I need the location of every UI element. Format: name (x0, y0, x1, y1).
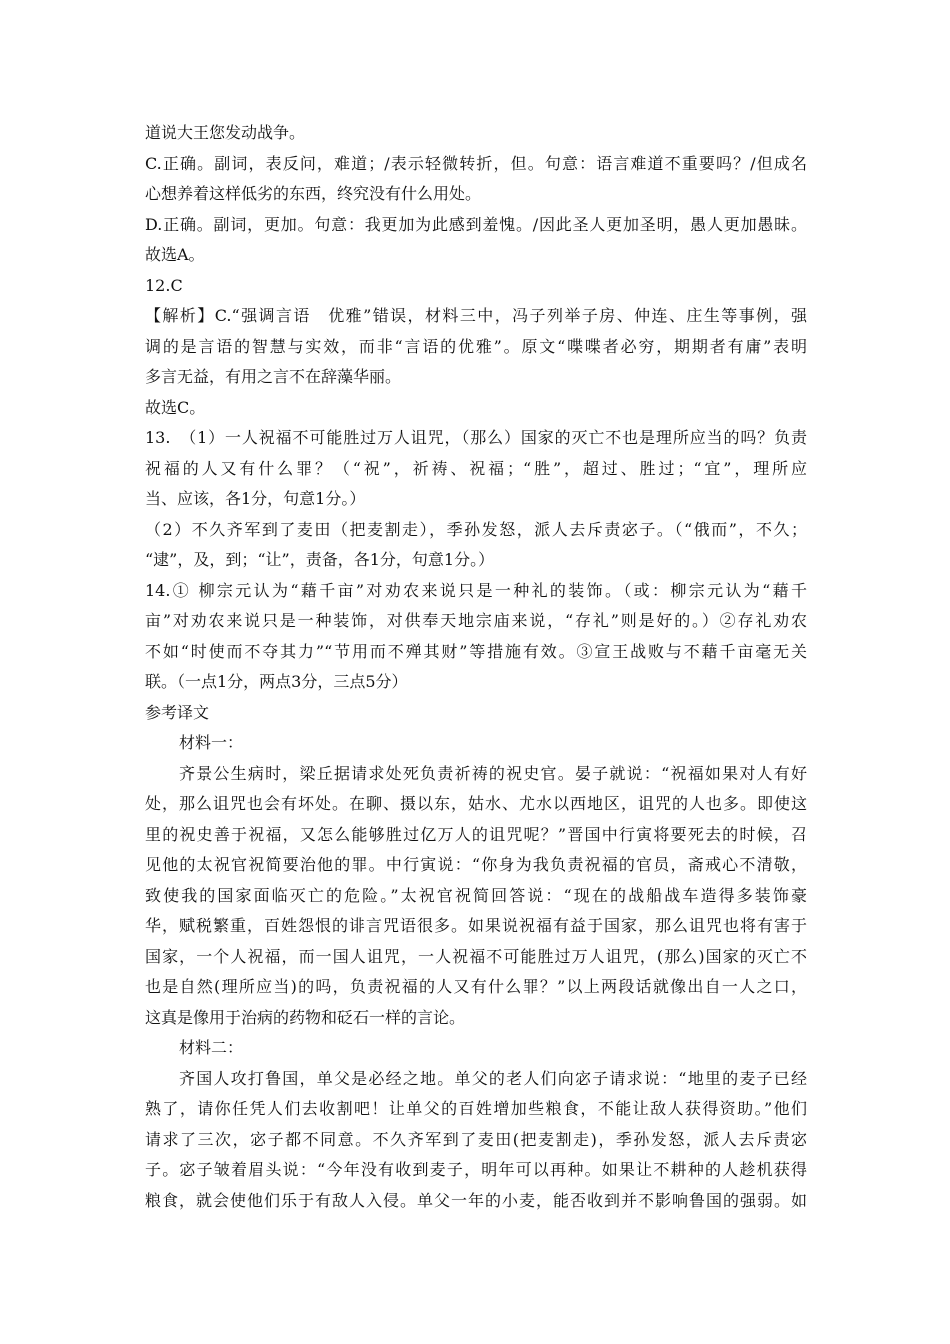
text-line: 故选C。 (145, 397, 206, 417)
text-line: D.正确。副词，更加。句意：我更加为此感到羞愧。/因此圣人更加圣明，愚人更加愚昧。 (145, 214, 807, 234)
text-line: 处，那么诅咒也会有坏处。在聊、摄以东，姑水、尤水以西地区，诅咒的人也多。即使这 (145, 794, 807, 813)
text-line: 这真是像用于治病的药物和砭石一样的言论。 (145, 1007, 466, 1027)
text-line: 13. （1）一人祝福不可能胜过万人诅咒，（那么）国家的灭亡不也是理所应当的吗？负责 (145, 428, 807, 447)
text-line: 里的祝史善于祝福，又怎么能够胜过亿万人的诅咒呢？”晋国中行寅将要死去的时候，召 (145, 824, 807, 844)
text-line: 齐国人攻打鲁国，单父是必经之地。单父的老人们向宓子请求说：“地里的麦子已经 (179, 1068, 807, 1088)
text-line: 粮食，就会使他们乐于有敌人入侵。单父一年的小麦，能否收到并不影响鲁国的强弱。如 (145, 1190, 807, 1210)
text-line: 子。宓子皱着眉头说：“今年没有收到麦子，明年可以再种。如果让不耕种的人趁机获得 (145, 1160, 807, 1179)
text-line: 请求了三次，宓子都不同意。不久齐军到了麦田(把麦割走)，季孙发怒，派人去斥责宓 (145, 1129, 807, 1149)
text-line: 道说大王您发动战争。 (145, 123, 306, 142)
material-heading: 材料一： (179, 733, 244, 752)
question-number: 12.C (145, 275, 183, 295)
text-line: 心想养着这样低劣的东西，终究没有什么用处。 (145, 184, 482, 203)
text-line: 齐景公生病时，梁丘据请求处死负责祈祷的祝史官。晏子就说：“祝福如果对人有好 (179, 763, 807, 783)
text-line: 故选A。 (145, 245, 205, 264)
text-line: 亩”对劝农来说只是一种装饰，对供奉天地宗庙来说，“存礼”则是好的。）②存礼劝农 (145, 611, 807, 630)
text-line: 【解析】C.“强调言语 优雅”错误，材料三中，冯子列举子房、仲连、庄生等事例，强 (145, 306, 807, 325)
document-page (145, 118, 807, 1216)
text-line: 祝福的人又有什么罪？（“祝”，祈祷、祝福；“胜”，超过、胜过；“宜”，理所应 (145, 458, 807, 478)
text-line: 调的是言语的智慧与实效，而非“言语的优雅”。原文“喋喋者必穷，期期者有庸”表明 (145, 336, 807, 356)
text-line: “逮”，及，到；“让”，责备，各1分，句意1分。） (145, 550, 495, 569)
material-heading: 材料二： (179, 1038, 244, 1057)
text-line: 14.① 柳宗元认为“藉千亩”对劝农来说只是一种礼的装饰。（或：柳宗元认为“藉千 (145, 580, 807, 600)
text-line: （2）不久齐军到了麦田（把麦割走），季孙发怒，派人去斥责宓子。（“俄而”，不久； (145, 519, 807, 539)
text-line: 致使我的国家面临灭亡的危险。”太祝官祝简回答说：“现在的战船战车造得多装饰豪 (145, 885, 807, 905)
text-line: 国家，一个人祝福，而一国人诅咒，一人祝福不可能胜过万人诅咒，(那么)国家的灭亡不 (145, 946, 807, 966)
text-line: 见他的太祝官祝简要治他的罪。中行寅说：“你身为我负责祝福的官员，斋戒心不清敬， (145, 855, 807, 874)
text-line: 当、应该，各1分，句意1分。） (145, 489, 366, 508)
section-heading: 参考译文 (145, 702, 210, 722)
text-line: 也是自然(理所应当)的吗，负责祝福的人又有什么罪？”以上两段话就像出自一人之口， (145, 977, 807, 996)
text-line: 华，赋税繁重，百姓怨恨的诽言咒语很多。如果说祝福有益于国家，那么诅咒也将有害于 (145, 916, 807, 935)
text-line: 联。（一点1分，两点3分，三点5分） (145, 672, 408, 691)
text-line: C.正确。副词，表反问，难道；/表示轻微转折，但。句意：语言难道不重要吗？/但成名 (145, 153, 807, 173)
text-line: 不如“时使而不夺其力”“节用而不殚其财”等措施有效。③宣王战败与不藉千亩毫无关 (145, 641, 807, 661)
text-line: 多言无益，有用之言不在辞藻华丽。 (145, 367, 402, 386)
text-line: 熟了，请你任凭人们去收割吧！让单父的百姓增加些粮食，不能让敌人获得资助。”他们 (145, 1099, 807, 1118)
